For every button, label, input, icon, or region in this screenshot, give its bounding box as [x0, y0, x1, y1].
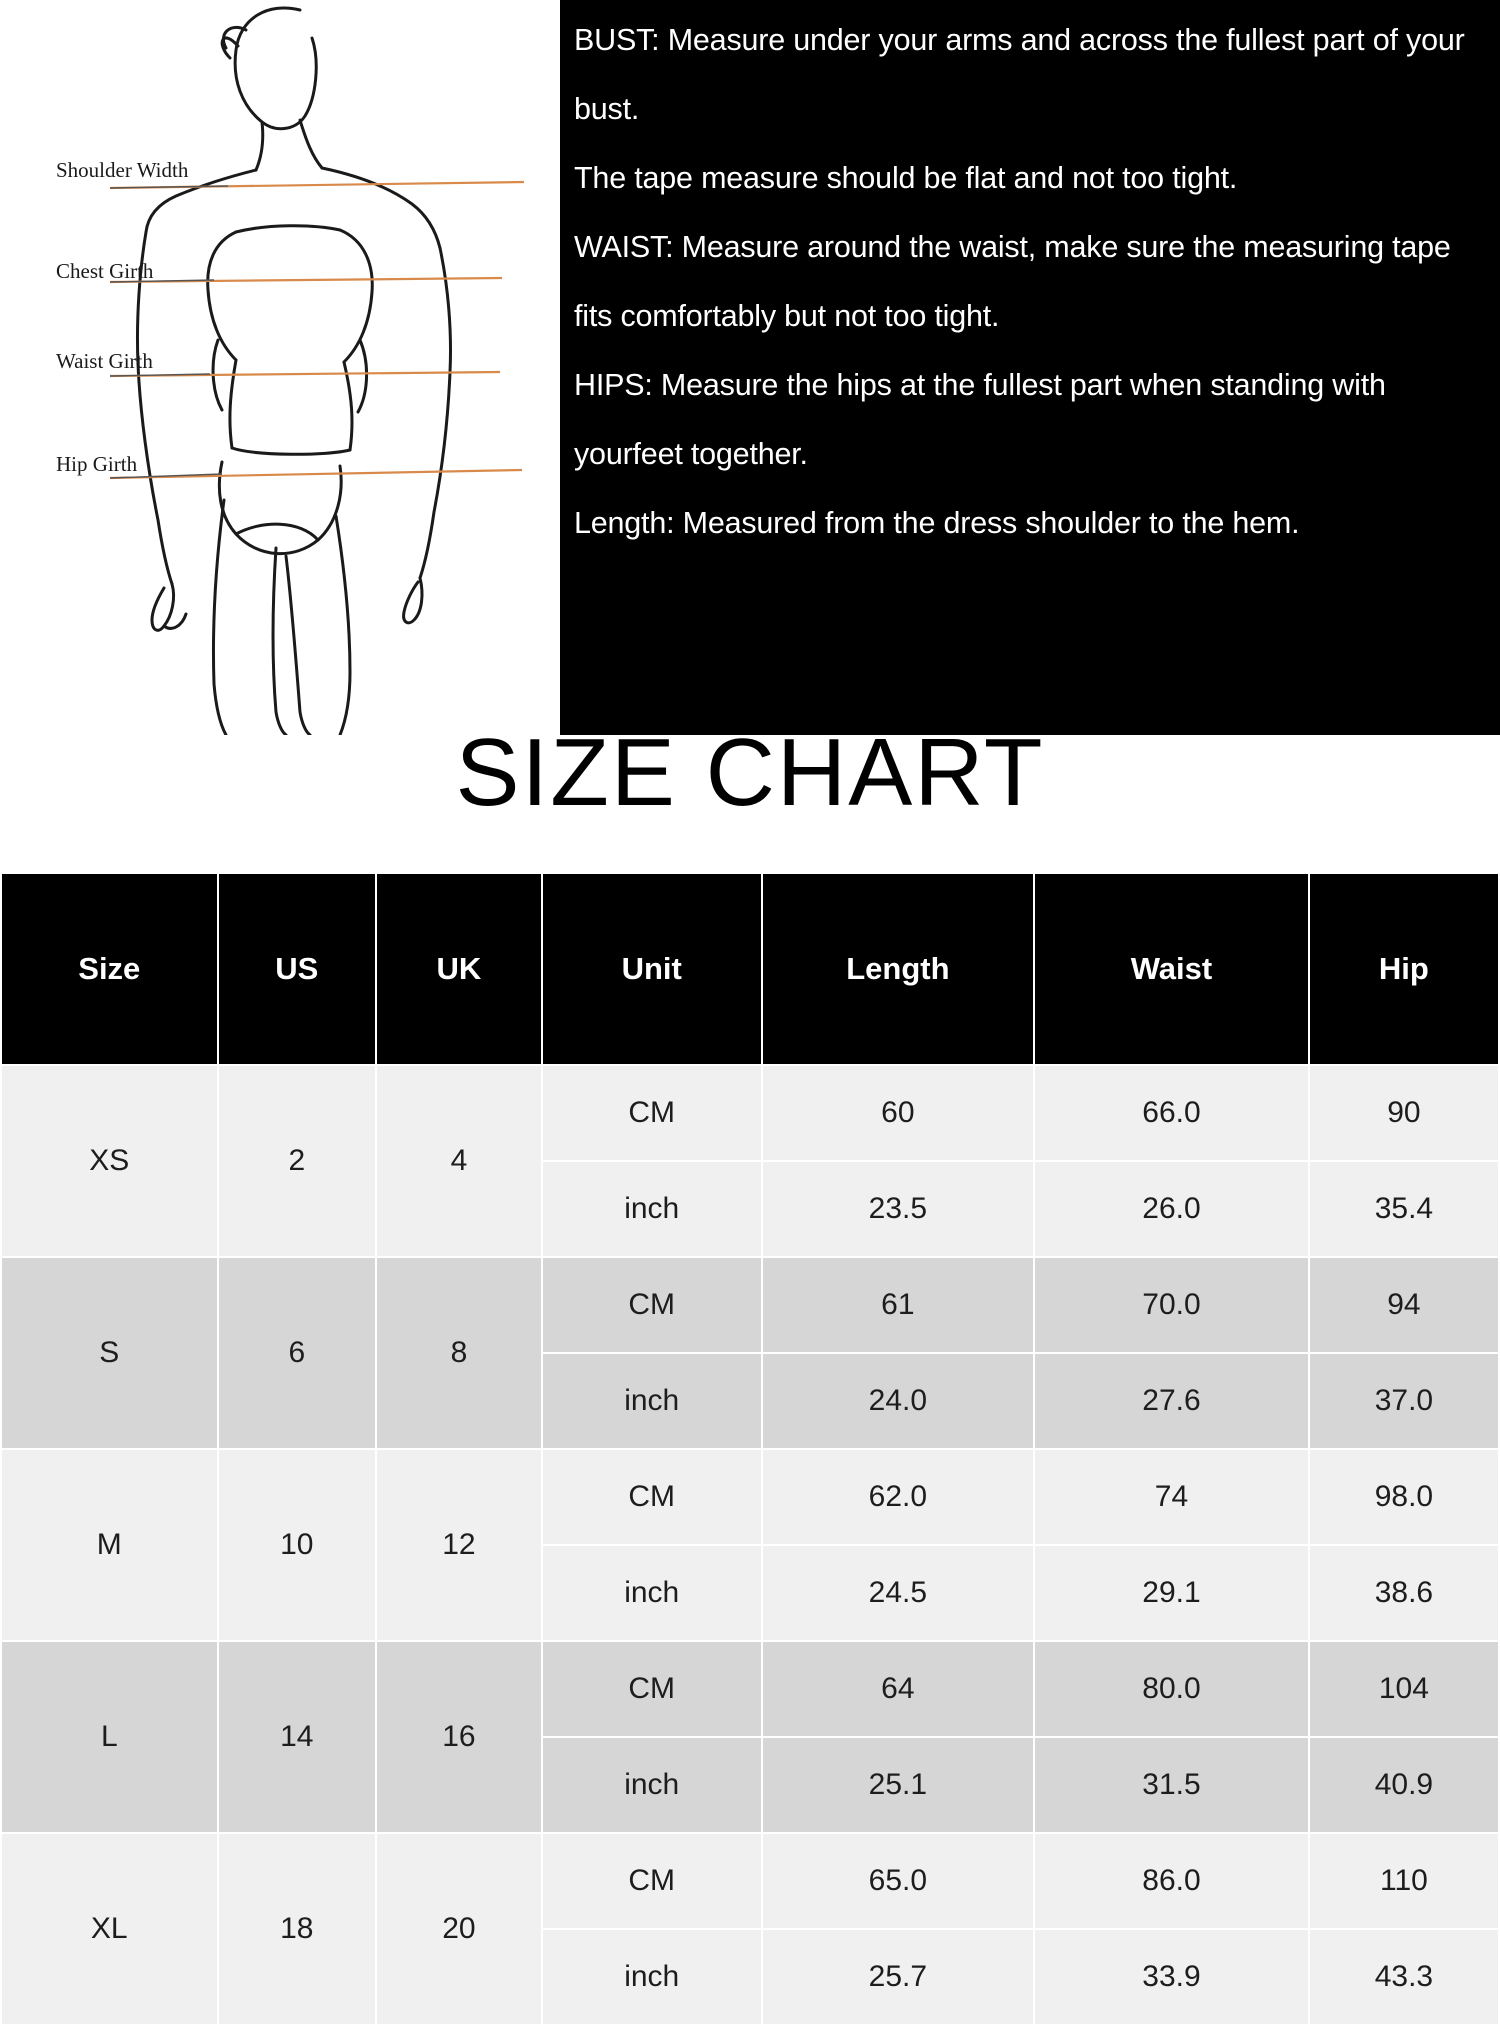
cell-waist: 74 — [1034, 1449, 1309, 1545]
column-header-uk: UK — [376, 873, 542, 1065]
instruction-length: Length: Measured from the dress shoulder to the hem. — [574, 506, 1300, 540]
cell-us: 6 — [218, 1257, 376, 1449]
column-header-length: Length — [762, 873, 1035, 1065]
cell-us: 14 — [218, 1641, 376, 1833]
cell-us: 18 — [218, 1833, 376, 2025]
cell-length: 24.5 — [762, 1545, 1035, 1641]
instruction-hips: HIPS: Measure the hips at the fullest part when standing with yourfeet together. — [574, 368, 1386, 471]
cell-unit: inch — [542, 1161, 762, 1257]
measurement-figure-pane — [0, 0, 560, 735]
cell-waist: 29.1 — [1034, 1545, 1309, 1641]
cell-size: L — [1, 1641, 218, 1833]
cell-length: 23.5 — [762, 1161, 1035, 1257]
cell-unit: CM — [542, 1065, 762, 1161]
instruction-waist: WAIST: Measure around the waist, make sure the measuring tape fits comfortably but not too tight. — [574, 230, 1451, 333]
cell-length: 62.0 — [762, 1449, 1035, 1545]
size-chart-table-wrap — [0, 872, 1500, 2026]
cell-waist: 27.6 — [1034, 1353, 1309, 1449]
cell-length: 64 — [762, 1641, 1035, 1737]
cell-unit: inch — [542, 1353, 762, 1449]
cell-waist: 26.0 — [1034, 1161, 1309, 1257]
instruction-bust: BUST: Measure under your arms and across the fullest part of your bust. — [574, 23, 1465, 126]
cell-hip: 90 — [1309, 1065, 1499, 1161]
table-row — [1, 1065, 1499, 1161]
cell-size: M — [1, 1449, 218, 1641]
size-chart-table — [0, 872, 1500, 2026]
cell-unit: CM — [542, 1449, 762, 1545]
cell-unit: CM — [542, 1257, 762, 1353]
cell-uk: 16 — [376, 1641, 542, 1833]
page-title: SIZE CHART — [455, 719, 1045, 826]
cell-hip: 104 — [1309, 1641, 1499, 1737]
top-section — [0, 0, 1500, 735]
column-header-unit: Unit — [542, 873, 762, 1065]
cell-length: 25.7 — [762, 1929, 1035, 2025]
cell-waist: 86.0 — [1034, 1833, 1309, 1929]
cell-uk: 8 — [376, 1257, 542, 1449]
table-row — [1, 1641, 1499, 1737]
table-row — [1, 1833, 1499, 1929]
cell-hip: 110 — [1309, 1833, 1499, 1929]
cell-length: 61 — [762, 1257, 1035, 1353]
cell-unit: inch — [542, 1737, 762, 1833]
cell-length: 24.0 — [762, 1353, 1035, 1449]
cell-length: 65.0 — [762, 1833, 1035, 1929]
cell-hip: 40.9 — [1309, 1737, 1499, 1833]
instruction-tape: The tape measure should be flat and not too tight. — [574, 161, 1238, 195]
column-header-us: US — [218, 873, 376, 1065]
cell-hip: 94 — [1309, 1257, 1499, 1353]
column-header-hip: Hip — [1309, 873, 1499, 1065]
cell-hip: 98.0 — [1309, 1449, 1499, 1545]
label-hip-girth: Hip Girth — [56, 452, 138, 476]
cell-hip: 38.6 — [1309, 1545, 1499, 1641]
label-shoulder-width: Shoulder Width — [56, 158, 189, 182]
measurement-instructions — [560, 0, 1500, 735]
cell-waist: 31.5 — [1034, 1737, 1309, 1833]
cell-uk: 20 — [376, 1833, 542, 2025]
cell-waist: 80.0 — [1034, 1641, 1309, 1737]
label-waist-girth: Waist Girth — [56, 349, 153, 373]
cell-uk: 12 — [376, 1449, 542, 1641]
cell-waist: 70.0 — [1034, 1257, 1309, 1353]
cell-uk: 4 — [376, 1065, 542, 1257]
cell-size: XS — [1, 1065, 218, 1257]
cell-unit: CM — [542, 1641, 762, 1737]
table-row — [1, 1449, 1499, 1545]
cell-us: 2 — [218, 1065, 376, 1257]
cell-length: 25.1 — [762, 1737, 1035, 1833]
column-header-size: Size — [1, 873, 218, 1065]
table-row — [1, 1257, 1499, 1353]
cell-length: 60 — [762, 1065, 1035, 1161]
cell-hip: 35.4 — [1309, 1161, 1499, 1257]
page-title-wrap — [0, 718, 1500, 828]
cell-hip: 37.0 — [1309, 1353, 1499, 1449]
cell-waist: 66.0 — [1034, 1065, 1309, 1161]
cell-size: S — [1, 1257, 218, 1449]
label-chest-girth: Chest Girth — [56, 259, 154, 283]
cell-unit: inch — [542, 1545, 762, 1641]
cell-waist: 33.9 — [1034, 1929, 1309, 2025]
cell-unit: inch — [542, 1929, 762, 2025]
cell-us: 10 — [218, 1449, 376, 1641]
table-header-row — [1, 873, 1499, 1065]
cell-hip: 43.3 — [1309, 1929, 1499, 2025]
cell-size: XL — [1, 1833, 218, 2025]
cell-unit: CM — [542, 1833, 762, 1929]
column-header-waist: Waist — [1034, 873, 1309, 1065]
